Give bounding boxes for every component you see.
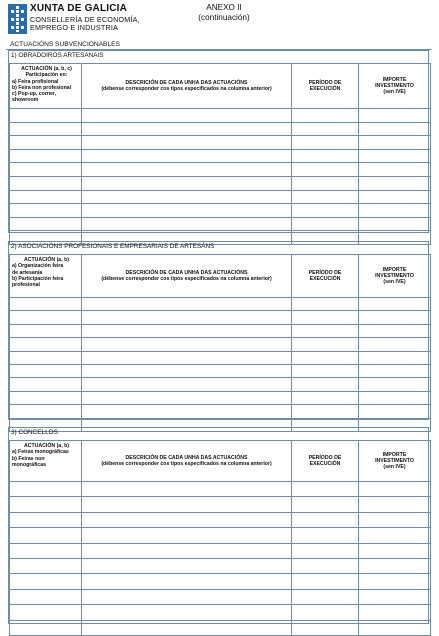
amount-cell[interactable] bbox=[359, 405, 431, 418]
amount-cell[interactable] bbox=[359, 391, 431, 404]
description-cell[interactable] bbox=[82, 351, 292, 364]
period-cell[interactable] bbox=[292, 338, 359, 351]
action-type-cell[interactable] bbox=[10, 543, 82, 558]
amount-cell[interactable] bbox=[359, 512, 431, 527]
amount-cell[interactable] bbox=[359, 298, 431, 311]
action-type-cell[interactable] bbox=[10, 528, 82, 543]
amount-header-line: (sen IVE) bbox=[383, 464, 406, 471]
period-cell[interactable] bbox=[292, 405, 359, 418]
action-type-cell[interactable] bbox=[10, 391, 82, 404]
amount-cell[interactable] bbox=[359, 163, 431, 177]
period-cell[interactable] bbox=[292, 512, 359, 527]
action-type-cell[interactable] bbox=[10, 190, 82, 204]
period-cell[interactable] bbox=[292, 204, 359, 218]
description-cell[interactable] bbox=[82, 543, 292, 558]
amount-header-line: (sen IVE) bbox=[383, 279, 406, 286]
table-row bbox=[10, 364, 431, 377]
amount-cell[interactable] bbox=[359, 338, 431, 351]
action-type-cell[interactable] bbox=[10, 605, 82, 620]
action-option: b) Participación feira bbox=[12, 275, 64, 282]
description-cell[interactable] bbox=[82, 311, 292, 324]
description-cell[interactable] bbox=[82, 589, 292, 604]
action-type-cell[interactable] bbox=[10, 298, 82, 311]
action-option: b) Feiras non bbox=[12, 455, 45, 462]
amount-cell[interactable] bbox=[359, 176, 431, 190]
table-header-row bbox=[10, 64, 431, 109]
amount-header-line: INVESTIMENTO bbox=[375, 457, 414, 464]
description-header bbox=[82, 255, 292, 298]
table-row bbox=[10, 512, 431, 527]
amount-cell[interactable] bbox=[359, 324, 431, 337]
amount-cell[interactable] bbox=[359, 190, 431, 204]
amount-header-line: (sen IVE) bbox=[383, 89, 406, 96]
action-option: showroom bbox=[12, 97, 39, 104]
action-type-cell[interactable] bbox=[10, 482, 82, 497]
amount-header-line: INVESTIMENTO bbox=[375, 82, 414, 89]
amount-cell[interactable] bbox=[359, 364, 431, 377]
action-type-header bbox=[10, 255, 82, 298]
action-header-title: ACTUACIÓN (a, b) bbox=[24, 443, 69, 449]
description-cell[interactable] bbox=[82, 204, 292, 218]
description-cell[interactable] bbox=[82, 364, 292, 377]
action-type-cell[interactable] bbox=[10, 512, 82, 527]
action-header-title: ACTUACIÓN (a, b) bbox=[24, 257, 69, 263]
period-cell[interactable] bbox=[292, 190, 359, 204]
period-header-line: PERÍODO DE bbox=[308, 79, 342, 86]
description-cell[interactable] bbox=[82, 391, 292, 404]
table-row bbox=[10, 528, 431, 543]
document-header bbox=[0, 0, 439, 38]
action-type-cell[interactable] bbox=[10, 574, 82, 589]
amount-cell[interactable] bbox=[359, 109, 431, 123]
table-row bbox=[10, 324, 431, 337]
section-title: 2) ASOCIACIÓNS PROFESIONAIS E EMPRESARIAIS DE ARTESÁNS bbox=[11, 243, 215, 250]
period-cell[interactable] bbox=[292, 574, 359, 589]
table-row bbox=[10, 338, 431, 351]
table-row bbox=[10, 589, 431, 604]
amount-cell[interactable] bbox=[359, 558, 431, 573]
xunta-logo bbox=[8, 4, 27, 34]
action-type-cell[interactable] bbox=[10, 176, 82, 190]
period-cell[interactable] bbox=[292, 311, 359, 324]
period-cell[interactable] bbox=[292, 378, 359, 391]
period-cell[interactable] bbox=[292, 122, 359, 136]
table-row bbox=[10, 605, 431, 620]
action-type-header bbox=[10, 441, 82, 482]
description-title: DESCRICIÓN DE CADA UNHA DAS ACTUACIÓNS bbox=[125, 269, 248, 276]
table-row bbox=[10, 482, 431, 497]
description-title: DESCRICIÓN DE CADA UNHA DAS ACTUACIÓNS bbox=[125, 454, 248, 461]
table-row bbox=[10, 163, 431, 177]
table-row bbox=[10, 391, 431, 404]
action-option: Participación en: bbox=[25, 72, 68, 79]
description-cell[interactable] bbox=[82, 338, 292, 351]
description-cell[interactable] bbox=[82, 190, 292, 204]
description-note: (débense corresponder cos tipos especificados na columna anterior) bbox=[101, 276, 272, 282]
action-type-cell[interactable] bbox=[10, 136, 82, 150]
annex-title: ANEXO II bbox=[206, 3, 242, 12]
period-cell[interactable] bbox=[292, 482, 359, 497]
organization-block bbox=[30, 4, 140, 31]
table-row bbox=[10, 122, 431, 136]
action-type-cell[interactable] bbox=[10, 351, 82, 364]
description-cell[interactable] bbox=[82, 324, 292, 337]
org-name: XUNTA DE GALICIA bbox=[30, 3, 128, 14]
amount-cell[interactable] bbox=[359, 574, 431, 589]
action-option: a) Feiras monográficas bbox=[12, 449, 69, 456]
actions-table bbox=[9, 63, 431, 245]
period-cell[interactable] bbox=[292, 351, 359, 364]
period-cell[interactable] bbox=[292, 109, 359, 123]
section-1 bbox=[8, 50, 429, 233]
description-cell[interactable] bbox=[82, 482, 292, 497]
period-header bbox=[292, 255, 359, 298]
period-cell[interactable] bbox=[292, 497, 359, 512]
table-row bbox=[10, 620, 431, 635]
period-header-line: EXECUCIÓN bbox=[309, 86, 341, 92]
action-header-title: ACTUACIÓN (a, b, c) bbox=[21, 66, 72, 72]
period-header-line: EXECUCIÓN bbox=[309, 461, 341, 467]
table-row bbox=[10, 176, 431, 190]
table-row bbox=[10, 543, 431, 558]
action-type-cell[interactable] bbox=[10, 217, 82, 231]
amount-cell[interactable] bbox=[359, 204, 431, 218]
action-type-cell[interactable] bbox=[10, 204, 82, 218]
action-option: monográficas bbox=[12, 461, 47, 468]
period-cell[interactable] bbox=[292, 528, 359, 543]
table-header-row bbox=[10, 255, 431, 298]
description-title: DESCRICIÓN DE CADA UNHA DAS ACTUACIÓNS bbox=[125, 79, 248, 86]
annex-label bbox=[186, 3, 262, 23]
table-header-row bbox=[10, 441, 431, 482]
table-row bbox=[10, 109, 431, 123]
period-cell[interactable] bbox=[292, 324, 359, 337]
amount-header-line: IMPORTE bbox=[382, 76, 407, 83]
main-heading: ACTUACIÓNS SUBVENCIONABLES bbox=[6, 39, 431, 50]
amount-header bbox=[359, 441, 431, 482]
section-title: 3) CONCELLOS bbox=[11, 429, 58, 436]
amount-cell[interactable] bbox=[359, 351, 431, 364]
action-option: de artesanía bbox=[12, 269, 43, 276]
action-type-cell[interactable] bbox=[10, 122, 82, 136]
action-type-cell[interactable] bbox=[10, 149, 82, 163]
description-cell[interactable] bbox=[82, 149, 292, 163]
period-cell[interactable] bbox=[292, 364, 359, 377]
action-option: a) Organización feira bbox=[12, 263, 64, 270]
period-cell[interactable] bbox=[292, 589, 359, 604]
amount-cell[interactable] bbox=[359, 311, 431, 324]
description-cell[interactable] bbox=[82, 497, 292, 512]
table-row bbox=[10, 574, 431, 589]
description-cell[interactable] bbox=[82, 109, 292, 123]
description-cell[interactable] bbox=[82, 176, 292, 190]
action-type-cell[interactable] bbox=[10, 324, 82, 337]
department-line-2: EMPREGO E INDUSTRIA bbox=[30, 23, 119, 33]
table-row bbox=[10, 497, 431, 512]
period-header bbox=[292, 64, 359, 109]
description-cell[interactable] bbox=[82, 217, 292, 231]
period-cell[interactable] bbox=[292, 620, 359, 635]
action-type-cell[interactable] bbox=[10, 497, 82, 512]
action-type-cell[interactable] bbox=[10, 364, 82, 377]
period-header bbox=[292, 441, 359, 482]
amount-cell[interactable] bbox=[359, 136, 431, 150]
description-cell[interactable] bbox=[82, 605, 292, 620]
amount-header-line: IMPORTE bbox=[382, 451, 407, 458]
period-header-line: PERÍODO DE bbox=[308, 269, 342, 276]
action-type-cell[interactable] bbox=[10, 311, 82, 324]
action-type-cell[interactable] bbox=[10, 338, 82, 351]
period-cell[interactable] bbox=[292, 391, 359, 404]
table-row bbox=[10, 149, 431, 163]
description-header bbox=[82, 64, 292, 109]
section-title: 1) OBRADOIROS ARTESANAIS bbox=[11, 52, 104, 59]
amount-header bbox=[359, 255, 431, 298]
actions-table bbox=[9, 440, 431, 636]
amount-cell[interactable] bbox=[359, 543, 431, 558]
action-type-cell[interactable] bbox=[10, 109, 82, 123]
period-cell[interactable] bbox=[292, 217, 359, 231]
table-row bbox=[10, 351, 431, 364]
description-cell[interactable] bbox=[82, 558, 292, 573]
amount-cell[interactable] bbox=[359, 122, 431, 136]
action-option: a) Feira profisional bbox=[12, 78, 59, 85]
table-row bbox=[10, 378, 431, 391]
action-type-cell[interactable] bbox=[10, 378, 82, 391]
department-line-1: CONSELLERÍA DE ECONOMÍA, bbox=[30, 15, 140, 24]
period-cell[interactable] bbox=[292, 176, 359, 190]
description-cell[interactable] bbox=[82, 298, 292, 311]
table-row bbox=[10, 217, 431, 231]
action-option: c) Pop-up, corner, bbox=[12, 91, 57, 98]
action-type-cell[interactable] bbox=[10, 405, 82, 418]
amount-cell[interactable] bbox=[359, 482, 431, 497]
description-cell[interactable] bbox=[82, 512, 292, 527]
period-header-line: PERÍODO DE bbox=[308, 454, 342, 461]
amount-cell[interactable] bbox=[359, 620, 431, 635]
description-cell[interactable] bbox=[82, 136, 292, 150]
action-type-cell[interactable] bbox=[10, 620, 82, 635]
amount-cell[interactable] bbox=[359, 378, 431, 391]
description-cell[interactable] bbox=[82, 405, 292, 418]
action-option: profesional bbox=[12, 282, 40, 289]
table-row bbox=[10, 204, 431, 218]
action-type-cell[interactable] bbox=[10, 558, 82, 573]
action-type-cell[interactable] bbox=[10, 589, 82, 604]
amount-header-line: IMPORTE bbox=[382, 266, 407, 273]
action-type-header bbox=[10, 64, 82, 109]
description-note: (débense corresponder cos tipos especificados na columna anterior) bbox=[101, 461, 272, 467]
amount-header-line: INVESTIMENTO bbox=[375, 272, 414, 279]
description-note: (débense corresponder cos tipos especificados na columna anterior) bbox=[101, 86, 272, 92]
table-row bbox=[10, 190, 431, 204]
period-cell[interactable] bbox=[292, 558, 359, 573]
annex-subtitle: (continuación) bbox=[198, 13, 250, 22]
period-cell[interactable] bbox=[292, 149, 359, 163]
actions-table bbox=[9, 254, 431, 432]
amount-cell[interactable] bbox=[359, 528, 431, 543]
amount-cell[interactable] bbox=[359, 217, 431, 231]
description-cell[interactable] bbox=[82, 163, 292, 177]
period-header-line: EXECUCIÓN bbox=[309, 276, 341, 282]
period-cell[interactable] bbox=[292, 543, 359, 558]
period-cell[interactable] bbox=[292, 605, 359, 620]
table-row bbox=[10, 311, 431, 324]
amount-cell[interactable] bbox=[359, 149, 431, 163]
period-cell[interactable] bbox=[292, 136, 359, 150]
description-cell[interactable] bbox=[82, 122, 292, 136]
period-cell[interactable] bbox=[292, 298, 359, 311]
action-type-cell[interactable] bbox=[10, 163, 82, 177]
amount-header bbox=[359, 64, 431, 109]
section-2 bbox=[8, 241, 429, 420]
table-row bbox=[10, 136, 431, 150]
amount-cell[interactable] bbox=[359, 497, 431, 512]
section-3 bbox=[8, 427, 429, 624]
period-cell[interactable] bbox=[292, 163, 359, 177]
description-header bbox=[82, 441, 292, 482]
amount-cell[interactable] bbox=[359, 589, 431, 604]
description-cell[interactable] bbox=[82, 620, 292, 635]
description-cell[interactable] bbox=[82, 574, 292, 589]
table-row bbox=[10, 405, 431, 418]
table-row bbox=[10, 558, 431, 573]
action-option: b) Feira non profesional bbox=[12, 84, 72, 91]
amount-cell[interactable] bbox=[359, 605, 431, 620]
description-cell[interactable] bbox=[82, 528, 292, 543]
description-cell[interactable] bbox=[82, 378, 292, 391]
table-row bbox=[10, 298, 431, 311]
